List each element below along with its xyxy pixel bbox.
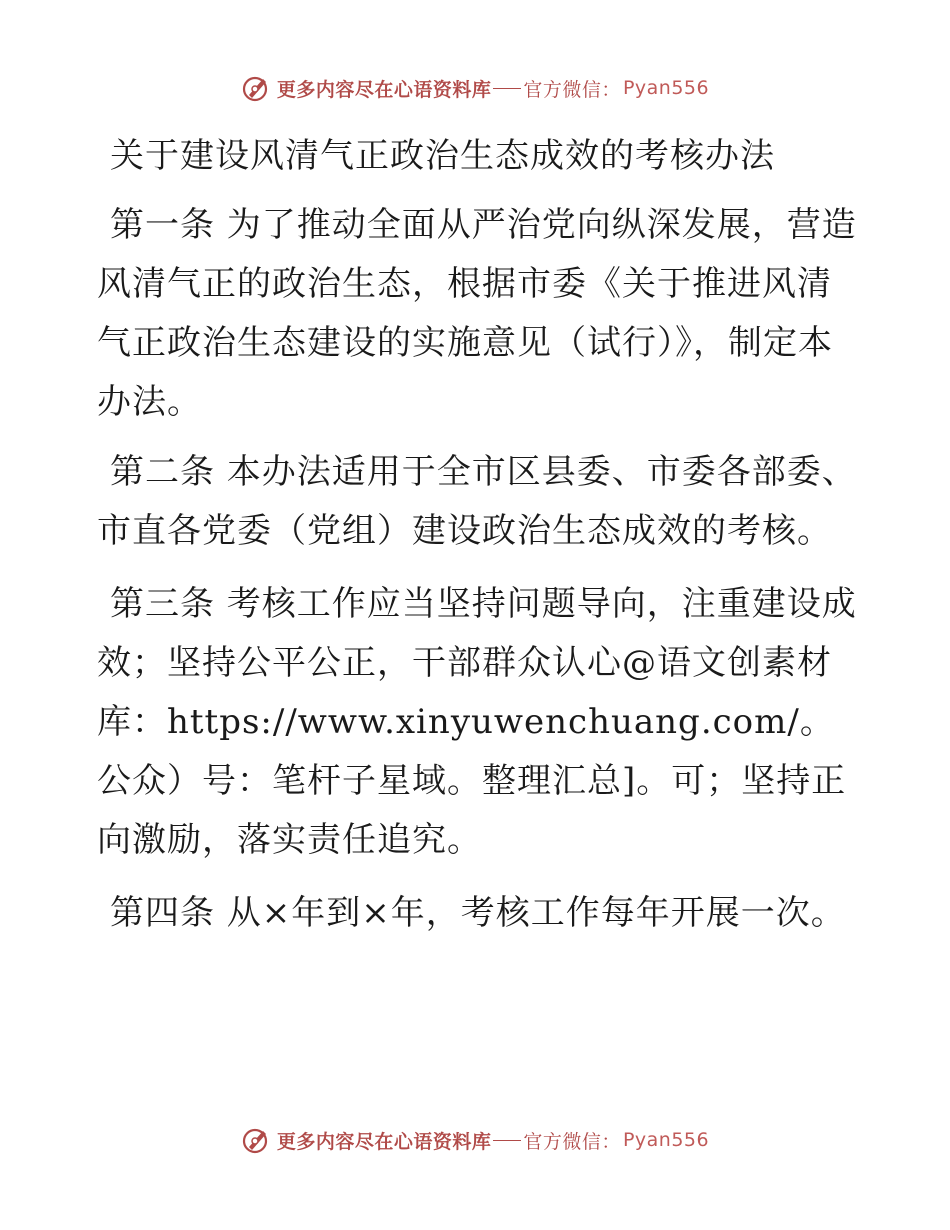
banner-wechat-id: Pyan556 bbox=[622, 1129, 710, 1151]
article-1: 第一条 为了推动全面从严治党向纵深发展，营造风清气正的政治生态，根据市委《关于推进风清气正政治生态建设的实施意见（试行）》，制定本办法。 bbox=[97, 205, 857, 422]
banner-sub-text: 官方微信： bbox=[523, 1130, 621, 1153]
banner-main-text: 更多内容尽在心语资料库 bbox=[276, 1130, 492, 1153]
article-3: 第三条 考核工作应当坚持问题导向，注重建设成效；坚持公平公正，干部群众认心@语文创素材库：https://www.xinyuwenchuang.com/。公众）号：笔杆子星域。整理汇总]。可；坚持正向激励，落实责任追究。 bbox=[97, 584, 857, 860]
pen-logo-icon bbox=[241, 1125, 271, 1155]
article-4: 第四条 从×年到×年，考核工作每年开展一次。 bbox=[110, 893, 846, 933]
pen-logo-icon bbox=[241, 73, 271, 103]
document-title: 关于建设风清气正政治生态成效的考核办法 bbox=[110, 136, 775, 176]
footer-watermark-banner bbox=[0, 1125, 950, 1155]
article-2: 第二条 本办法适用于全市区县委、市委各部委、市直各党委（党组）建设政治生态成效的考核。 bbox=[97, 452, 857, 551]
banner-wechat-id: Pyan556 bbox=[622, 77, 710, 99]
header-watermark-banner bbox=[0, 73, 950, 103]
banner-dash bbox=[493, 1140, 521, 1141]
banner-sub-text: 官方微信： bbox=[523, 78, 621, 101]
banner-dash bbox=[493, 88, 521, 89]
banner-main-text: 更多内容尽在心语资料库 bbox=[276, 78, 492, 101]
